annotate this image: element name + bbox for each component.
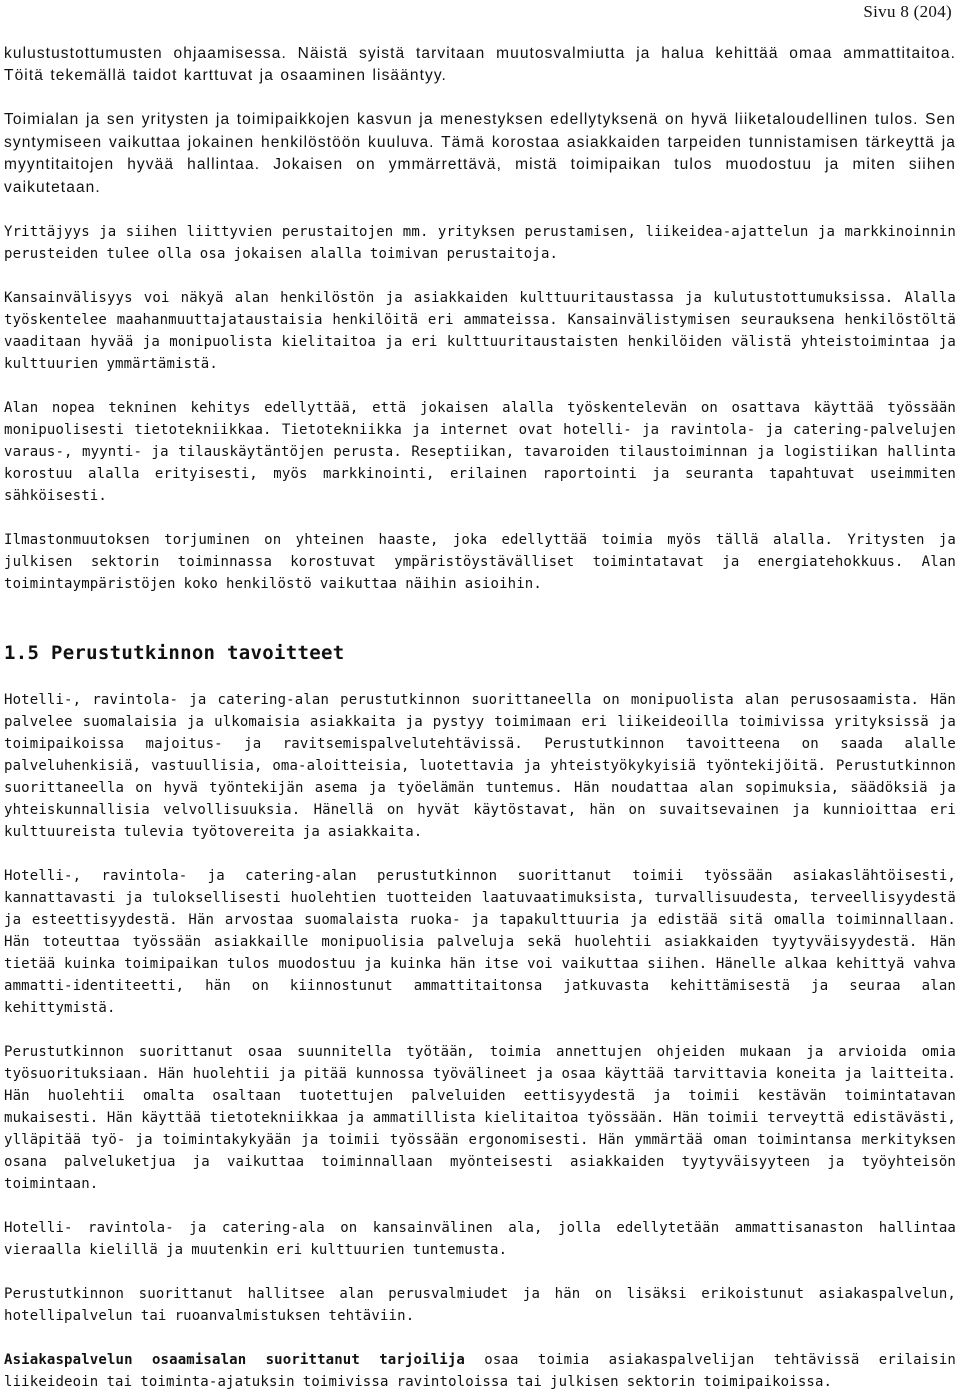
paragraph: Hotelli- ravintola- ja catering-ala on kansainvälinen ala, jolla edellytetään ammattisanaston hallintaa vieraalla kielillä ja muutenkin eri kulttuurien tuntemusta. <box>4 1220 956 1258</box>
paragraph: Perustutkinnon suorittanut hallitsee alan perusvalmiudet ja hän on lisäksi erikoistunut asiakaspalvelun, hotellipalvelun tai ruoanvalmistuksen tehtäviin. <box>4 1286 956 1324</box>
section-heading: 1.5 Perustutkinnon tavoitteet <box>4 642 345 664</box>
paragraph: Hotelli-, ravintola- ja catering-alan perustutkinnon suorittaneella on monipuolista alan perusosaamista. Hän palvelee suomalaisia ja ulkomaisia asiakkaita ja pystyy toimimaan eri liikeideoilla toimivissa yrityksissä ja toimipaikoissa majoitus- ja ravitsemispalvelutehtävissä. Perustutkinnon tavoitteena on saada alalle palveluhenkisiä, vastuullisia, oma-aloitteisia, luotettavia ja yhteistyökykyisiä työntekijöitä. Perustutkinnon suorittaneella on hyvä työntekijän asema ja työelämän tuntemus. Hän noudattaa alan sopimuksia, säädöksiä ja yhteiskunnallisia velvollisuuksia. Hänellä on hyvät käytöstavat, hän on suvaitsevainen ja kunnioittaa eri kulttuureista tulevia työtovereita ja asiakkaita. <box>4 692 956 840</box>
paragraph: Yrittäjyys ja siihen liittyvien perustaitojen mm. yrityksen perustamisen, liikeidea-ajattelun ja markkinoinnin perusteiden tulee olla osa jokaisen alalla toimivan perustaitoja. <box>4 224 956 262</box>
paragraph <box>4 1349 956 1393</box>
paragraph: Toimialan ja sen yritysten ja toimipaikkojen kasvun ja menestyksen edellytyksenä on hyvä liiketaloudellinen tulos. Sen syntymiseen vaikuttaa jokainen henkilöstöön kuuluva. Tämä korostaa asiakkaiden tarpeiden tunnistamisen tärkeyttä ja myyntitaitojen hyvää hallintaa. Jokaisen on ymmärrettävä, mistä toimipaikan tulos muodostuu ja miten siihen vaikutetaan. <box>4 111 956 196</box>
paragraph: Kansainvälisyys voi näkyä alan henkilöstön ja asiakkaiden kulttuuritaustassa ja kulutustottumuksissa. Alalla työskentelee maahanmuuttajataustaisia henkilöitä eri ammateissa. Kansainvälistymisen seurauksena henkilöstöltä vaaditaan hyvää ja monipuolista kielitaitoa ja eri kulttuuritaustaisten henkilöiden välistä yhteistoimintaa ja kulttuurien ymmärtämistä. <box>4 290 956 372</box>
document-body <box>4 43 956 1393</box>
bold-lead: Asiakaspalvelun osaamisalan suorittanut tarjoilija <box>4 1352 466 1368</box>
paragraph: kulustustottumusten ohjaamisessa. Näistä syistä tarvitaan muutosvalmiutta ja halua kehittää omaa ammattitaitoa. Töitä tekemällä taidot karttuvat ja osaaminen lisääntyy. <box>4 45 956 84</box>
paragraph: Alan nopea tekninen kehitys edellyttää, että jokaisen alalla työskentelevän on osattava käyttää työssään monipuolisesti tietotekniikkaa. Tietotekniikka ja internet ovat hotelli- ja ravintola- ja catering-palvelujen varaus-, myynti- ja tilauskäytäntöjen perusta. Reseptiikan, tavaroiden tilaustoiminnan ja logistiikan hallinta korostuu alalla erityisesti, myös markkinointi, erilainen raportointi ja seuranta tapahtuvat useimmiten sähköisesti. <box>4 400 956 504</box>
paragraph: Ilmastonmuutoksen torjuminen on yhteinen haaste, joka edellyttää toimia myös tällä alalla. Yritysten ja julkisen sektorin toiminnassa korostuvat ympäristöystävälliset toimintatavat ja energiatehokkuus. Alan toimintaympäristöjen koko henkilöstö vaikuttaa näihin asioihin. <box>4 532 956 592</box>
paragraph: Perustutkinnon suorittanut osaa suunnitella työtään, toimia annettujen ohjeiden mukaan ja arvioida omia työsuorituksiaan. Hän huolehtii ja pitää kunnossa työvälineet ja osaa käyttää tarvittavia koneita ja laitteita. Hän huolehtii omalta osaltaan tuotettujen palveluiden eettisyydestä ja toimii kestävän toimintatavan mukaisesti. Hän käyttää tietotekniikkaa ja ammatillista kielitaitoa työssään. Hän toimii terveyttä edistävästi, ylläpitää työ- ja toimintakykyään ja toimii työssään ergonomisesti. Hän ymmärtää oman toimintansa merkityksen osana palveluketjua ja vaikuttaa toiminnallaan myönteisesti asiakkaiden tyytyväisyyteen ja työyhteisön toimintaan. <box>4 1044 956 1192</box>
page-number: Sivu 8 (204) <box>863 2 952 21</box>
paragraph: Hotelli-, ravintola- ja catering-alan perustutkinnon suorittanut toimii työssään asiakaslähtöisesti, kannattavasti ja tuloksellisesti huolehtien tuotteiden laatuvaatimuksista, turvallisuudesta, terveellisyydestä ja esteettisyydestä. Hän arvostaa suomalaista ruoka- ja tapakulttuuria ja edistää sitä omalla toiminnallaan. Hän toteuttaa työssään asiakkaille monipuolisia palveluja sekä huolehtii asiakkaiden tyytyväisyydestä. Hän tietää kuinka toimipaikan tulos muodostuu ja kuinka hän itse voi vaikuttaa siihen. Hänelle alkaa kehittyä vahva ammatti-identiteetti, hän on kiinnostunut ammattitaitonsa jatkuvasta kehittämisestä ja seuraa alan kehittymistä. <box>4 868 956 1016</box>
paragraph-text: osaa toimia asiakaspalvelijan tehtävissä erilaisin liikeideoin tai toiminta-ajatuksin toimivissa ravintoloissa tai julkisen sektorin toimipaikoissa. <box>4 1352 956 1390</box>
